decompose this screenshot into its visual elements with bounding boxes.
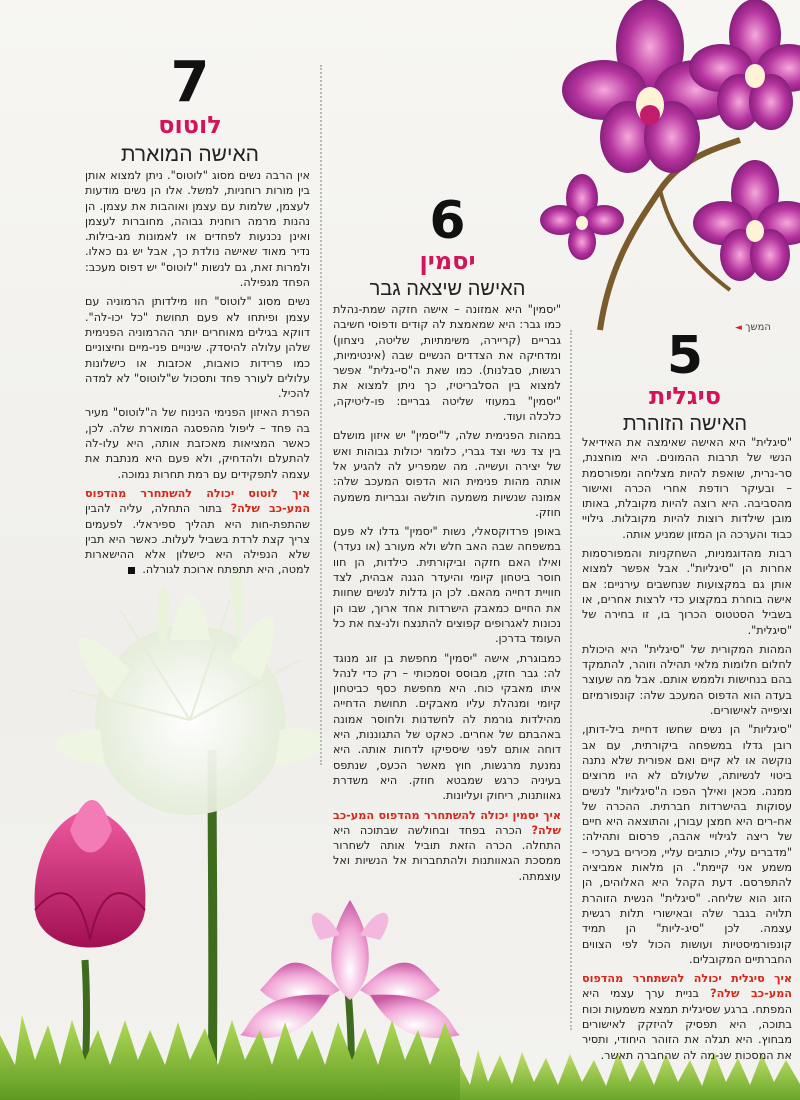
sigalit-name: סיגלית [648,382,722,410]
end-square-icon [128,567,135,574]
jasmine-paragraph-3: באופן פרדוקסאלי, נשות "יסמין" גדלו לא פעם במשפחה שבה האב חלש ולא מעורב (או נעדר) ואילו האם חזקה וביקורתית. כילדות, הן חוו חוסר ביטחון קיומי והיעדר הגנה אבהית, לצד חוויית דחייה מהאם. לכן הן גדלות לנשים שחוות את החיים כמאבק הישרדות אחד ארוך, שבו הן נכונות לאגרופים קפוצים להתנצח ולנ-צח את כל העומד בדרכן. [333,525,561,646]
column-divider-2 [570,330,572,1030]
lotus-name: לוטוס [158,111,222,139]
lotus-question: איך לוטוס יכולה להשתחרר מהדפוס המע-כב שלה? [85,486,311,516]
sigalit-subtitle: האישה הזוהרת [622,413,748,435]
continue-tag-label: המשך [745,322,771,333]
jasmine-paragraph-2: במהות הפנימית שלה, ל"יסמין" יש איזון מושלם בין צד נשי וצד גברי, כלומר יכולות גבוהות ואש של יצירה ועשייה. מה שמפריע לה להגיע אל אותה מהות פנימית הוא הדפוס המעכב שלה: אמונה שנשיות משמעה חולשה וגבריות משמעה חוזק. [333,429,561,519]
lotus-paragraph-3: הפרת האיזון הפנימי הנינוח של ה"לוטוס" מעיר בה פחד – ליפול מהפסגה המוארת שלה. לכן, כאשר המציאות מאכזבת אותה, היא עלו-לה להתעלם ולהדחיק, ולא פעם היא מנתבת את עצמה לתפקידים עם רמת תחרות נמוכה. [85,406,310,481]
lotus-paragraph-4 [85,486,310,578]
sigalit-paragraph-3: המהות המקורית של "סיגלית" היא היכולת לחלום חלומות מלאי תהילה וזוהר, להתמקד בהם בנחישות ולממש אותם. אבל מה שעוצר בעדה הוא הדפוס המעכב שלה: קונפורמיזם וציפייה לאישורים. [582,642,792,718]
continue-arrow-icon: ◄ [735,323,742,333]
sigalit-number: 5 [666,326,704,386]
jasmine-paragraph-4: כמבוגרת, אישה "יסמין" מחפשת בן זוג מנוגד לה: גבר חזק, מבוסס וסמכותי – רק כדי לנהל איתו מאבקי כוח. היא מחפשת כסף כביטחון קיומי ומנהלת עליו מאבקים. תחושת הדחייה מהילדות גורמת לה לחשדנות ולחוסר אמונה באהבתם של אחרים. כאקט של התגוננות, היא דוחה אותם לפני שיספיקו לדחות אותה. היא נמנעת מרגשות, חוץ מאשר הכעס, שנתפס בעיניה כרגש שמבטא חוזק. היא משדרת גאוותנות, ריחוק ועליונות. [333,651,561,803]
sigalit-paragraph-1: "סיגלית" היא האישה שאימצה את האידיאל הנשי של תרבות ההמונים. היא מוחצנת, סר-נרית, שואפת להיות מצליחה ומפורסמת – ובעיקר רודפת אחרי הכרה ואישור מהסביבה. היא רוצה להיות מקובלת, באותו מובן שילדות רוצות להיות מקובלות. גילויי כבוד והערכה הן המזון שמניע אותה. [582,436,792,541]
column-divider-1 [320,65,322,765]
jasmine-heading [330,191,565,301]
sigalit-paragraph-4: "סיגליות" הן נשים שחשו דחיית ביל-דותן, רובן גדלו במשפחה ביקורתית, עם אב נוקשה או לא קיים ואם אפורית שלא נתנה ביטוי לנשיותה, שלעולם לא היו מרוצים ממנה. מכאן ואילך הפכו ה"סיגליות" לנשים עסוקות בהישרדות חברתית. ההכרה של אח-רים היא חמצן עבורן, והתוצאה היא חיים של ריצה לגילויי אהבה, פרסום ותהילה: "מדברים עליי, כותבים עליי, מכירים בערכי – משמע אני קיימת". הן מלאות אמביציה להתפרסם. דעת הקהל היא האלוהים, הן הזוג הוא שליחה. "סיגלית" הנשית הזוהרת תלויה בגבר שלה ובאישורי תלות רגשית עצמה. לכן "סיג-ליות" הן תמיד קונפורמיסטיות ועושות הכול לפי הצווים החברתיים המקובלים. [582,723,792,966]
jasmine-question: איך יסמין יכולה להשתחרר מהדפוס המע-כב שלה? [333,808,561,837]
orchid-illustration [540,0,800,340]
jasmine-paragraph-5 [333,808,561,884]
jasmine-article [333,302,561,888]
lotus-number: 7 [170,50,210,115]
sigalit-answer: בניית ערך עצמי היא המפתח. ברגע שסיגלית תמצא משמעות וכוח בתוכה, היא תפסיק להיזקק לאישורים מבחוץ. היא תגלה את הזוהר היחודי, ותסיר את המסכות שנ-מה לה שהחברה תאשר. [582,987,792,1062]
jasmine-paragraph-1: "יסמין" היא אמזונה – אישה חזקה שמת-נהלת כמו גבר: היא שמאמצת לה קודים ודפוסי חשיבה גבריים (קריירה, משימתיות, שליטה, ניצחון) ומדחיקה את הצדדים הנשיים שבה (אינטימיות, רגשות, סבלנות). כמו שאת ה"סי-גלית" אפשר למצוא בין הסלבריטיז, כך ניתן למצוא את "יסמין" במעוזי שליטה גבריים: פו-ליטיקה, כלכלה ועוד. [333,303,561,424]
sigalit-article [582,435,792,1067]
sigalit-question: איך סיגלית יכולה להשתחרר מהדפוס המע-כב שלה? [582,972,792,1001]
jasmine-answer: הכרה בפחד ובחולשה שבתוכה היא התחלה. הכרה הזאת תוביל אותה לשחרור ממסכת הגאוותנות ולהתחברות אל הנשיות ואל עוצמתה. [333,823,561,883]
lotus-subtitle: האישה המוארת [121,143,259,166]
lotus-heading [60,50,320,167]
lotus-paragraph-1: אין הרבה נשים מסוג "לוטוס". ניתן למצוא אותן בין מורות רוחניות, למשל. אלו הן נשים מודעות לעצמן, שלמות עם עצמן ואוהבות את עצמן. הן נהנות מרמה רוחנית גבוהה, מחוברות לעצמן ואינן נכנעות לפחדים או לאמונות מג-בילות. נדיר מאוד שאישה נולדת כך, אבל יש גם כאלו. ולמרות זאת, גם לנשות "לוטוס" יש דפוס מעכב: הפחד מגפילה. [85,169,310,290]
jasmine-number: 6 [429,191,466,251]
lotus-answer: בתור התחלה, עליה להבין שהתפת-חות היא תהליך ספיראלי. לפעמים צריך קצת לרדת בשביל לעלות. כאשר היא תבין שלא הנפילה היא כישלון אלא ההישארות למטה, היא תתפתח ארוכת לגורלה. [85,502,310,577]
sigalit-paragraph-2: רבות מהדוגמניות, השחקניות והמפורסמות אחרות הן "סיגליות". אבל אפשר למצוא אותן גם במקצועות שנחשבים עירניים: אם אישה בוחרת במקצוע כדי לרצות אחרים, או בשביל הסטטוס הכרוך בו, זו בחירה של "סיגלית". [582,547,792,637]
lotus-paragraph-2: נשים מסוג "לוטוס" חוו מילדותן הרמוניה עם עצמן ופיתחו לא פעם תחושת "כל יכו-לה". דווקא בגילים מאוחרים יותר ההרמוניה הפנימית שלהן עלולה להיסדק. שינויים פני-מיים וחיצוניים כמו פרידות כואבות, אכזבות או כישלונות עלולים לעורר פחד ותסכול ש"לוטוס" לא למדה להכיל. [85,295,310,401]
sigalit-paragraph-5 [582,971,792,1063]
lotus-article [85,168,310,582]
jasmine-name: יסמין [419,247,476,275]
jasmine-subtitle: האישה שיצאה גבר [369,278,526,300]
